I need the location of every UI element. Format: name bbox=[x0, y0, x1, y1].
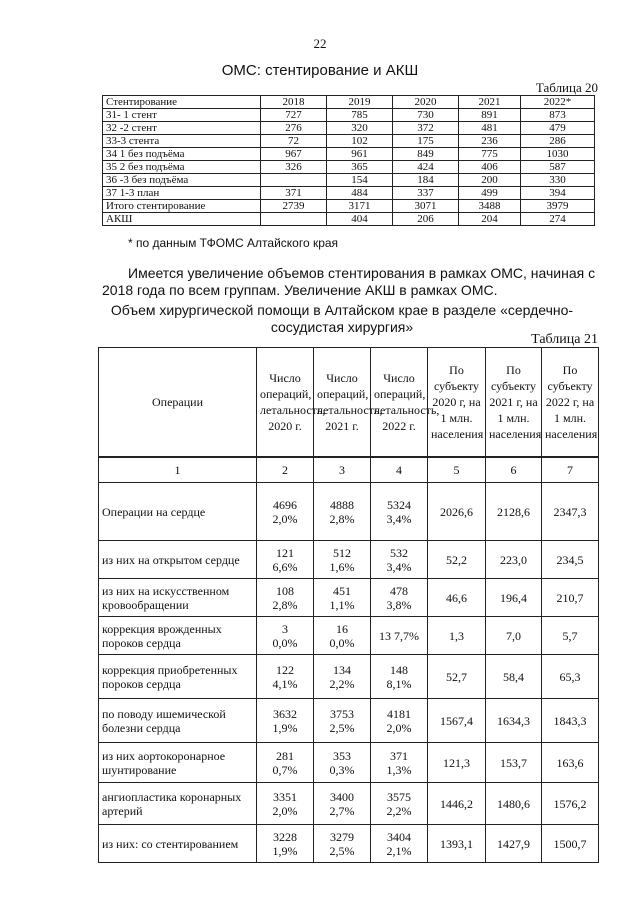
operations-count: 3404 bbox=[387, 829, 411, 844]
table20-cell: 365 bbox=[327, 161, 393, 174]
table20-header-cell: 2018 bbox=[261, 96, 327, 109]
table21-count-cell bbox=[257, 825, 314, 863]
table21-count-cell bbox=[257, 699, 314, 743]
table20-cell: 587 bbox=[521, 161, 595, 174]
table21-per-million: 1393,1 bbox=[428, 825, 486, 863]
table20-cell: 424 bbox=[393, 161, 459, 174]
table21-count-cell bbox=[371, 783, 428, 825]
table20-cell bbox=[261, 213, 327, 226]
table21-count-cell bbox=[314, 579, 371, 617]
table20-cell: 394 bbox=[521, 187, 595, 200]
operations-count: 3632 bbox=[273, 706, 297, 721]
table21-count-cell bbox=[257, 655, 314, 699]
table21-header-row bbox=[99, 348, 599, 458]
table21-count-cell bbox=[257, 541, 314, 579]
lethality: 8,1% bbox=[386, 676, 412, 691]
table21-operation: коррекция приобретенных пороков сердца bbox=[99, 655, 257, 699]
operations-count: 371 bbox=[390, 748, 408, 763]
table20-cell: 320 bbox=[327, 122, 393, 135]
lethality: 2,5% bbox=[329, 720, 355, 735]
table21-per-million: 1576,2 bbox=[542, 783, 599, 825]
table21-per-million: 5,7 bbox=[542, 617, 599, 655]
table21-count-cell bbox=[371, 655, 428, 699]
operations-count: 16 bbox=[336, 621, 348, 636]
operations-count: 532 bbox=[390, 545, 408, 560]
table21-per-million: 1,3 bbox=[428, 617, 486, 655]
table21-colnum: 1 bbox=[99, 457, 257, 483]
operations-count: 4696 bbox=[273, 497, 297, 512]
table21-colnum: 6 bbox=[486, 457, 542, 483]
table20-cell: 204 bbox=[459, 213, 521, 226]
table21-per-million: 52,2 bbox=[428, 541, 486, 579]
operations-count: 512 bbox=[333, 545, 351, 560]
operations-count: 148 bbox=[390, 662, 408, 677]
table21-count-cell bbox=[371, 743, 428, 783]
lethality: 2,0% bbox=[272, 511, 298, 526]
lethality: 2,0% bbox=[272, 803, 298, 818]
table20-cell: 406 bbox=[459, 161, 521, 174]
operations-count: 4181 bbox=[387, 706, 411, 721]
lethality: 2,8% bbox=[272, 597, 298, 612]
table20-row-label: 37 1-3 план bbox=[103, 187, 261, 200]
table21-colnum: 5 bbox=[428, 457, 486, 483]
table20-cell: 337 bbox=[393, 187, 459, 200]
table20-caption: Таблица 20 bbox=[535, 80, 598, 95]
operations-count: 3 bbox=[282, 621, 288, 636]
table20-row-label: 36 -3 без подъёма bbox=[103, 174, 261, 187]
table20-cell: 274 bbox=[521, 213, 595, 226]
table20-cell: 200 bbox=[459, 174, 521, 187]
table21-count-cell bbox=[314, 825, 371, 863]
table21-row bbox=[99, 483, 599, 541]
table20-cell: 276 bbox=[261, 122, 327, 135]
operations-count: 451 bbox=[333, 583, 351, 598]
lethality: 2,5% bbox=[329, 843, 355, 858]
table21-per-million: 210,7 bbox=[542, 579, 599, 617]
table20-cell: 154 bbox=[327, 174, 393, 187]
lethality: 0,7% bbox=[272, 762, 298, 777]
table21-colnum: 4 bbox=[371, 457, 428, 483]
table21-operation: из них на открытом сердце bbox=[99, 541, 257, 579]
table21-per-million: 1567,4 bbox=[428, 699, 486, 743]
table20-cell: 961 bbox=[327, 148, 393, 161]
lethality: 1,9% bbox=[272, 720, 298, 735]
lethality: 3,4% bbox=[386, 559, 412, 574]
table21-operation: по поводу ишемической болезни сердца bbox=[99, 699, 257, 743]
table21-count-cell bbox=[257, 579, 314, 617]
table21-count-cell bbox=[314, 541, 371, 579]
table20-cell: 330 bbox=[521, 174, 595, 187]
table21-count-cell bbox=[314, 617, 371, 655]
table21-colnum: 7 bbox=[542, 457, 599, 483]
table21-header-cell: Число операций, летальность, 2022 г. bbox=[371, 348, 428, 458]
table20-cell: 371 bbox=[261, 187, 327, 200]
lethality: 0,0% bbox=[329, 635, 355, 650]
table20-header-row bbox=[103, 96, 595, 109]
table20-row bbox=[103, 148, 595, 161]
lethality: 6,6% bbox=[272, 559, 298, 574]
operations-count: 281 bbox=[276, 748, 294, 763]
table21-per-million: 7,0 bbox=[486, 617, 542, 655]
table20-cell: 484 bbox=[327, 187, 393, 200]
operations-count: 478 bbox=[390, 583, 408, 598]
operations-count: 108 bbox=[276, 583, 294, 598]
operations-count: 3279 bbox=[330, 829, 354, 844]
operations-count: 13 7,7% bbox=[379, 628, 419, 643]
table20-cell: 499 bbox=[459, 187, 521, 200]
lethality: 3,8% bbox=[386, 597, 412, 612]
table20-title: ОМС: стентирование и АКШ bbox=[221, 62, 419, 79]
table21-row bbox=[99, 541, 599, 579]
table21-per-million: 65,3 bbox=[542, 655, 599, 699]
operations-count: 134 bbox=[333, 662, 351, 677]
table21-colnum-row bbox=[99, 457, 599, 483]
table20-row-label: 33-3 стента bbox=[103, 135, 261, 148]
table20-cell: 326 bbox=[261, 161, 327, 174]
table20-row bbox=[103, 122, 595, 135]
lethality: 2,2% bbox=[329, 676, 355, 691]
table21-per-million: 1446,2 bbox=[428, 783, 486, 825]
lethality: 2,8% bbox=[329, 511, 355, 526]
table21-header-cell: По субъекту 2021 г, на 1 млн. населения bbox=[486, 348, 542, 458]
table21-count-cell bbox=[257, 783, 314, 825]
table21-count-cell bbox=[371, 483, 428, 541]
table20-cell: 1030 bbox=[521, 148, 595, 161]
table21-count-cell bbox=[314, 655, 371, 699]
table21-colnum: 3 bbox=[314, 457, 371, 483]
table20-cell: 236 bbox=[459, 135, 521, 148]
table20-cell: 3171 bbox=[327, 200, 393, 213]
lethality: 1,9% bbox=[272, 843, 298, 858]
table20-cell: 3488 bbox=[459, 200, 521, 213]
table21-header-cell: По субъекту 2022 г, на 1 млн. населения bbox=[542, 348, 599, 458]
table21-row bbox=[99, 579, 599, 617]
table21-count-cell bbox=[257, 617, 314, 655]
table20-row bbox=[103, 109, 595, 122]
table20-cell: 404 bbox=[327, 213, 393, 226]
table20-cell bbox=[261, 174, 327, 187]
table20-row bbox=[103, 213, 595, 226]
operations-count: 3351 bbox=[273, 789, 297, 804]
table21-per-million: 1843,3 bbox=[542, 699, 599, 743]
lethality: 1,3% bbox=[386, 762, 412, 777]
table21-per-million: 153,7 bbox=[486, 743, 542, 783]
table21-row bbox=[99, 617, 599, 655]
lethality: 0,3% bbox=[329, 762, 355, 777]
table-21 bbox=[98, 347, 599, 863]
table21-per-million: 2347,3 bbox=[542, 483, 599, 541]
operations-count: 3228 bbox=[273, 829, 297, 844]
table21-colnum: 2 bbox=[257, 457, 314, 483]
page-number: 22 bbox=[313, 36, 327, 51]
table21-per-million: 196,4 bbox=[486, 579, 542, 617]
table20-cell: 184 bbox=[393, 174, 459, 187]
operations-count: 353 bbox=[333, 748, 351, 763]
table21-count-cell bbox=[314, 483, 371, 541]
table20-row-label: 35 2 без подъёма bbox=[103, 161, 261, 174]
table21-row bbox=[99, 825, 599, 863]
table20-row-label: АКШ bbox=[103, 213, 261, 226]
table20-cell: 775 bbox=[459, 148, 521, 161]
table20-cell: 3071 bbox=[393, 200, 459, 213]
table20-cell: 730 bbox=[393, 109, 459, 122]
table21-row bbox=[99, 783, 599, 825]
table21-count-cell bbox=[371, 699, 428, 743]
table21-operation: Операции на сердце bbox=[99, 483, 257, 541]
table20-cell: 481 bbox=[459, 122, 521, 135]
operations-count: 3753 bbox=[330, 706, 354, 721]
table20-cell: 206 bbox=[393, 213, 459, 226]
lethality: 1,1% bbox=[329, 597, 355, 612]
table20-row-label: Итого стентирование bbox=[103, 200, 261, 213]
lethality: 2,1% bbox=[386, 843, 412, 858]
table21-per-million: 46,6 bbox=[428, 579, 486, 617]
lethality: 1,6% bbox=[329, 559, 355, 574]
table21-row bbox=[99, 699, 599, 743]
table21-per-million: 1427,9 bbox=[486, 825, 542, 863]
table21-count-cell bbox=[257, 483, 314, 541]
operations-count: 3400 bbox=[330, 789, 354, 804]
table21-count-cell bbox=[314, 699, 371, 743]
table21-per-million: 1480,6 bbox=[486, 783, 542, 825]
lethality: 2,0% bbox=[386, 720, 412, 735]
table21-header-cell: По субъекту 2020 г, на 1 млн. населения bbox=[428, 348, 486, 458]
table20-cell: 372 bbox=[393, 122, 459, 135]
table21-per-million: 1500,7 bbox=[542, 825, 599, 863]
body-paragraph: Имеется увеличение объемов стентирования в рамках ОМС, начиная с 2018 года по всем группам. Увеличение АКШ в рамках ОМС. bbox=[102, 265, 596, 298]
lethality: 0,0% bbox=[272, 635, 298, 650]
table20-row-label: 32 -2 стент bbox=[103, 122, 261, 135]
table20-cell: 785 bbox=[327, 109, 393, 122]
table21-count-cell bbox=[371, 617, 428, 655]
table20-cell: 102 bbox=[327, 135, 393, 148]
operations-count: 5324 bbox=[387, 497, 411, 512]
table20-header-cell: 2019 bbox=[327, 96, 393, 109]
table20-cell: 849 bbox=[393, 148, 459, 161]
table21-operation: из них: со стентированием bbox=[99, 825, 257, 863]
table20-cell: 891 bbox=[459, 109, 521, 122]
table20-cell: 175 bbox=[393, 135, 459, 148]
table21-operation: из них на искусственном кровообращении bbox=[99, 579, 257, 617]
table20-header-cell: 2022* bbox=[521, 96, 595, 109]
table21-count-cell bbox=[314, 783, 371, 825]
operations-count: 122 bbox=[276, 662, 294, 677]
table21-per-million: 58,4 bbox=[486, 655, 542, 699]
table20-footnote: * по данным ТФОМС Алтайского края bbox=[128, 236, 339, 250]
table20-cell: 72 bbox=[261, 135, 327, 148]
table21-row bbox=[99, 743, 599, 783]
table20-cell: 727 bbox=[261, 109, 327, 122]
table21-per-million: 2128,6 bbox=[486, 483, 542, 541]
table21-caption: Таблица 21 bbox=[531, 332, 598, 347]
table21-per-million: 234,5 bbox=[542, 541, 599, 579]
operations-count: 121 bbox=[276, 545, 294, 560]
table21-operation: из них аортокоронарное шунтирование bbox=[99, 743, 257, 783]
table20-row bbox=[103, 161, 595, 174]
table20-cell: 286 bbox=[521, 135, 595, 148]
table20-header-cell: 2020 bbox=[393, 96, 459, 109]
table21-header-cell: Операции bbox=[99, 348, 257, 458]
table21-operation: ангиопластика коронарных артерий bbox=[99, 783, 257, 825]
operations-count: 4888 bbox=[330, 497, 354, 512]
table21-count-cell bbox=[314, 743, 371, 783]
lethality: 3,4% bbox=[386, 511, 412, 526]
table21-row bbox=[99, 655, 599, 699]
lethality: 2,7% bbox=[329, 803, 355, 818]
table21-count-cell bbox=[371, 541, 428, 579]
operations-count: 3575 bbox=[387, 789, 411, 804]
lethality: 4,1% bbox=[272, 676, 298, 691]
table21-per-million: 223,0 bbox=[486, 541, 542, 579]
table20-row bbox=[103, 187, 595, 200]
table20-header-cell: Стентирование bbox=[103, 96, 261, 109]
lethality: 2,2% bbox=[386, 803, 412, 818]
table20-row bbox=[103, 135, 595, 148]
table20-cell: 873 bbox=[521, 109, 595, 122]
table20-cell: 3979 bbox=[521, 200, 595, 213]
table21-header-cell: Число операций, летальность, 2021 г. bbox=[314, 348, 371, 458]
table21-per-million: 163,6 bbox=[542, 743, 599, 783]
table21-per-million: 1634,3 bbox=[486, 699, 542, 743]
table-20 bbox=[102, 95, 595, 226]
table20-cell: 2739 bbox=[261, 200, 327, 213]
table21-per-million: 121,3 bbox=[428, 743, 486, 783]
table21-per-million: 2026,6 bbox=[428, 483, 486, 541]
table20-row bbox=[103, 200, 595, 213]
table21-count-cell bbox=[371, 579, 428, 617]
table20-row-label: 34 1 без подъёма bbox=[103, 148, 261, 161]
table21-count-cell bbox=[371, 825, 428, 863]
table21-header-cell: Число операций, летальность, 2020 г. bbox=[257, 348, 314, 458]
table21-title: Объем хирургической помощи в Алтайском крае в разделе «сердечно-сосудистая хирургия» bbox=[110, 302, 574, 335]
table20-header-cell: 2021 bbox=[459, 96, 521, 109]
table20-row bbox=[103, 174, 595, 187]
table21-operation: коррекция врожденных пороков сердца bbox=[99, 617, 257, 655]
table21-per-million: 52,7 bbox=[428, 655, 486, 699]
table20-cell: 479 bbox=[521, 122, 595, 135]
table20-cell: 967 bbox=[261, 148, 327, 161]
table20-row-label: 31- 1 стент bbox=[103, 109, 261, 122]
table21-count-cell bbox=[257, 743, 314, 783]
